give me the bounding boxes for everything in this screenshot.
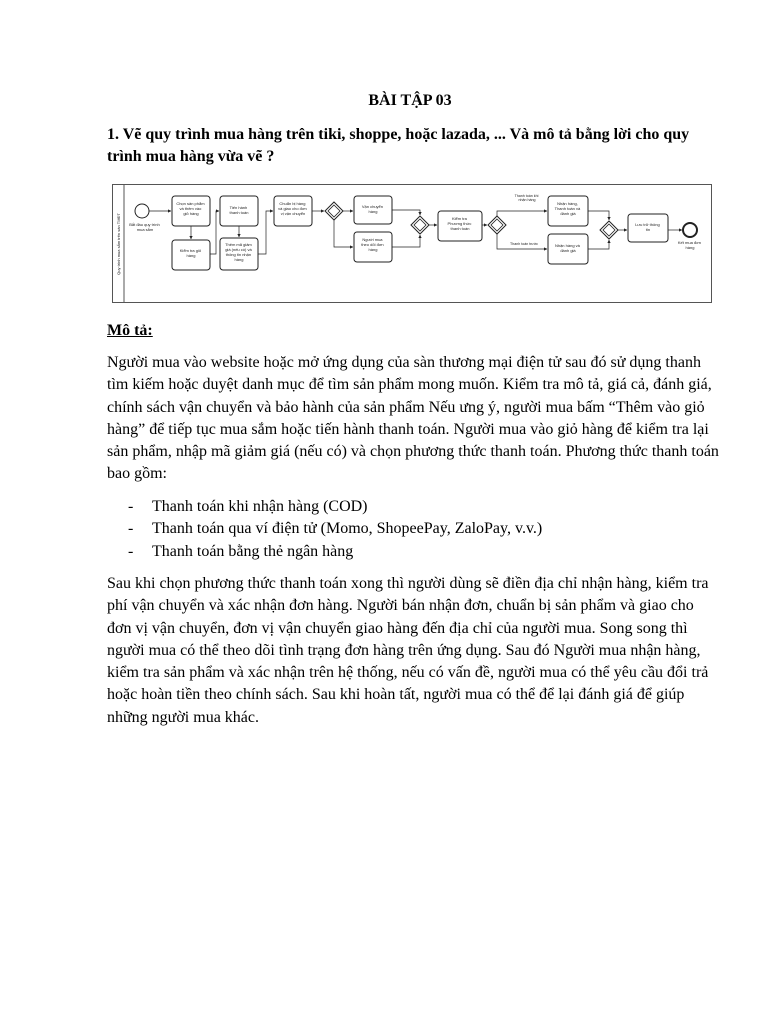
lane-label: Quy trình mua sắm trên sàn TMĐT <box>116 213 121 275</box>
flow-label-prepaid: Thanh toán trước <box>510 242 538 246</box>
exclusive-gateway-join <box>600 221 618 239</box>
svg-text:Chuẩn bị hàng và gia: Chuẩn bị hàng và giao cho đơn vị vận chuyển <box>278 201 307 216</box>
end-event-label: Kết mua đơn hàng <box>677 240 701 250</box>
bullet-marker: - <box>128 520 134 538</box>
bullet-marker: - <box>128 542 134 560</box>
list-item <box>107 518 542 540</box>
task-store-info <box>628 214 668 242</box>
task-check-cart <box>172 240 210 270</box>
list-item <box>107 496 542 518</box>
start-event <box>135 204 149 218</box>
bpmn-diagram <box>112 184 712 304</box>
exercise-question: 1. Vẽ quy trình mua hàng trên tiki, shoppe, hoặc lazada, ... Và mô tả bằng lời cho quy trình mua hàng vừa vẽ ? <box>107 126 690 165</box>
svg-text:Lưu trữ thông tin: Lưu trữ thông tin <box>635 222 660 232</box>
list-item-text: Thanh toán bằng thẻ ngân hàng <box>152 542 354 560</box>
task-add-discount <box>220 238 258 270</box>
task-prepare-ship <box>274 196 312 226</box>
parallel-gateway-split <box>325 202 343 220</box>
svg-text:Tiến hành thanh toán: Tiến hành thanh toán <box>229 205 249 215</box>
document-title: BÀI TẬP 03 <box>368 92 452 109</box>
svg-text:Kiểm tra giỏ hàng: Kiểm tra giỏ hàng <box>179 248 202 258</box>
task-track-order <box>354 232 392 262</box>
bullet-marker: - <box>128 498 134 515</box>
list-item-text: Thanh toán khi nhận hàng (COD) <box>152 498 368 515</box>
task-checkout <box>220 196 258 226</box>
parallel-gateway-join <box>411 216 429 234</box>
task-select-product <box>172 196 210 226</box>
svg-text:Vận chuyển hàng: Vận chuyển hàng <box>361 204 384 214</box>
description-heading: Mô tả: <box>107 322 153 339</box>
svg-text:Nhận hàng, Thanh toá: Nhận hàng, Thanh toán và đánh giá <box>554 201 581 216</box>
description-paragraph-2: Sau khi chọn phương thức thanh toán xong thì người dùng sẽ điền địa chỉ nhận hàng, kiểm tra phí vận chuyển và xác nhận đơn hàng. Người bán nhận đơn, chuẩn bị sản phẩm và giao cho đơn vị vận chuyển, đơn vị vận chuyển giao hàng đến địa chỉ của người mua. Song song thì người mua có thể theo dõi tình trạng đơn hàng trên ứng dụng. Sau đó Người mua nhận hàng, kiểm tra sản phẩm và xác nhận trên hệ thống, nếu có vấn đề, người mua có thể yêu cầu đổi trả hoặc hoàn tiền theo chính sách. Sau khi hoàn tất, người mua có thể để lại đánh giá để giúp những người mua khác. <box>107 575 709 726</box>
svg-text:Kiểm tra Phương thức: Kiểm tra Phương thức thanh toán <box>447 216 472 231</box>
task-check-payment-method <box>438 211 482 241</box>
svg-text:Nhận hàng và đánh gi: Nhận hàng và đánh giá <box>554 243 580 253</box>
svg-text:Người mua theo dõi đ: Người mua theo dõi đơn hàng <box>361 237 384 252</box>
task-receive-review <box>548 234 588 264</box>
end-event <box>683 223 697 237</box>
svg-text:Thêm mã giảm giá (nế: Thêm mã giảm giá (nếu có) và thông tin nhận hàng <box>225 242 252 262</box>
flow-label-cod: Thanh toán khi nhận hàng <box>514 194 539 202</box>
task-receive-pay-review <box>548 196 588 226</box>
start-event-label: Bắt đầu quy trình mua sắm <box>129 222 160 232</box>
bpmn-diagram-svg <box>112 184 712 304</box>
list-item-text: Thanh toán qua ví điện tử (Momo, ShopeePay, ZaloPay, v.v.) <box>152 520 543 538</box>
payment-methods-list <box>107 496 542 563</box>
description-paragraph-1: Người mua vào website hoặc mở ứng dụng của sàn thương mại điện tử sau đó sử dụng thanh tìm kiếm hoặc duyệt danh mục để tìm sản phẩm mong muốn. Kiểm tra mô tả, giá cả, đánh giá, chính sách vận chuyển và bảo hành của sản phẩm Nếu ưng ý, người mua bấm “Thêm vào giỏ hàng” để tiếp tục mua sắm hoặc tiến hành thanh toán. Người mua vào giỏ hàng để kiểm tra lại sản phẩm, nhập mã giảm giá (nếu có) và chọn phương thức thanh toán. Phương thức thanh toán bao gồm: <box>107 354 719 483</box>
list-item <box>107 541 542 563</box>
exclusive-gateway-split <box>488 216 506 234</box>
svg-text:Chọn sản phẩm và thê: Chọn sản phẩm và thêm vào giỏ hàng <box>176 201 205 216</box>
task-transport <box>354 196 392 224</box>
